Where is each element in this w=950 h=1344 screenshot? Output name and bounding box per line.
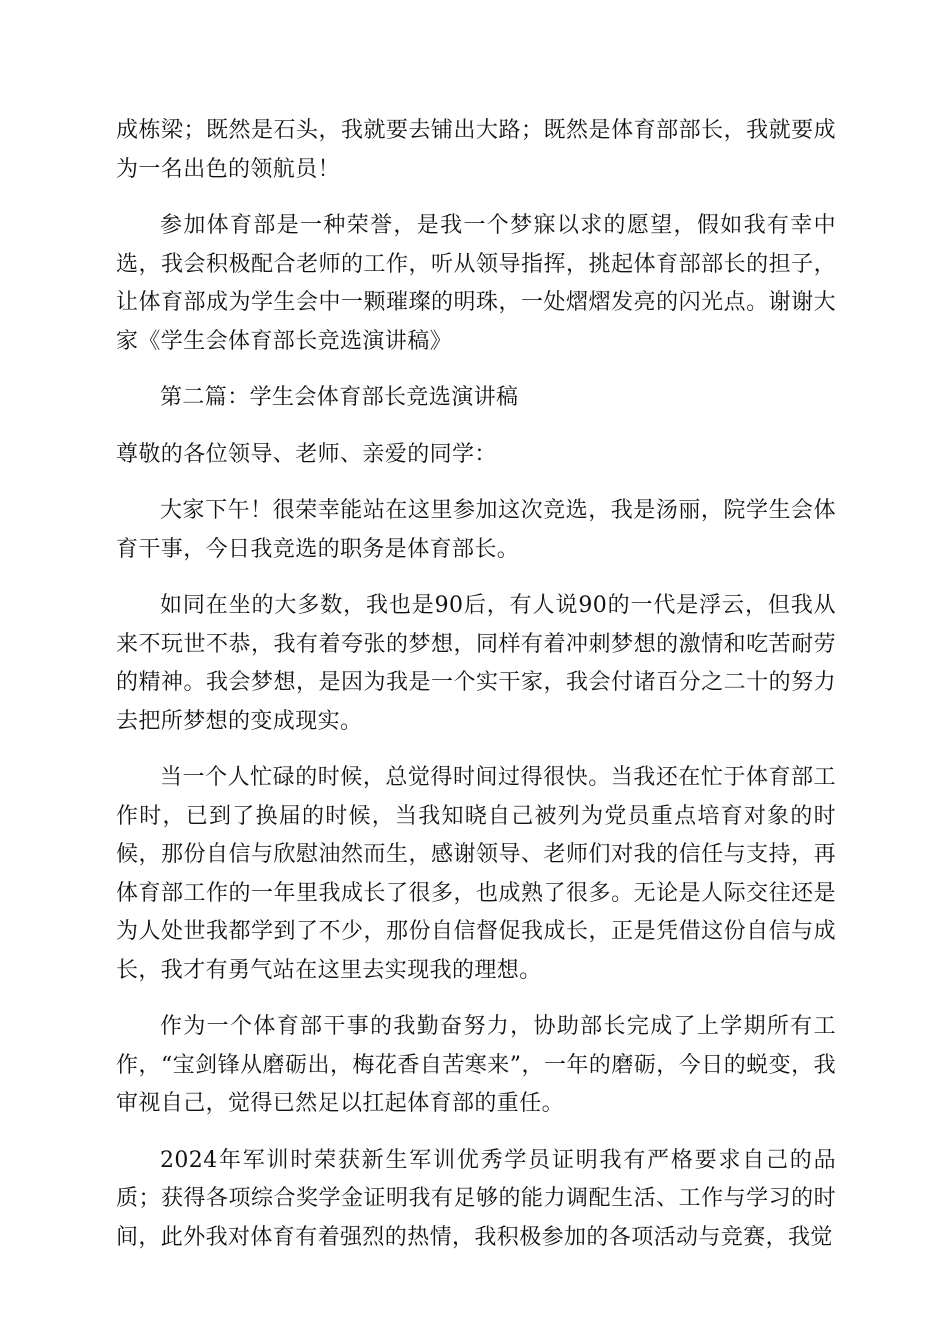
paragraph-1: 成栋梁；既然是石头，我就要去铺出大路；既然是体育部部长，我就要成为一名出色的领航员！ [116,118,836,182]
salutation: 尊敬的各位领导、老师、亲爱的同学： [116,441,497,467]
paragraph-9: 2024年军训时荣获新生军训优秀学员证明我有严格要求自己的品质；获得各项综合奖学金证明我有足够的能力调配生活、工作与学习的时间，此外我对体育有着强烈的热情，我积极参加的各项活动与竞赛，我觉 [116,1147,836,1250]
document-body [116,112,836,1275]
paragraph-7: 当一个人忙碌的时候，总觉得时间过得很快。当我还在忙于体育部工作时，已到了换届的时候，当我知晓自己被列为党员重点培育对象的时候，那份自信与欣慰油然而生，感谢领导、老师们对我的信任与支持，再体育部工作的一年里我成长了很多，也成熟了很多。无论是人际交往还是为人处世我都学到了不少，那份自信督促我成长，正是凭借这份自信与成长，我才有勇气站在这里去实现我的理想。 [116,765,836,983]
paragraph-2: 参加体育部是一种荣誉，是我一个梦寐以求的愿望，假如我有幸中选，我会积极配合老师的工作，听从领导指挥，挑起体育部部长的担子，让体育部成为学生会中一颗璀璨的明珠，一处熠熠发亮的闪光点。谢谢大家《学生会体育部长竞选演讲稿》 [116,213,836,354]
paragraph-5: 大家下午！很荣幸能站在这里参加这次竞选，我是汤丽，院学生会体育干事，今日我竞选的职务是体育部长。 [116,498,836,562]
paragraph-6: 如同在坐的大多数，我也是90后，有人说90的一代是浮云，但我从来不玩世不恭，我有着夸张的梦想，同样有着冲刺梦想的激情和吃苦耐劳的精神。我会梦想，是因为我是一个实干家，我会付诸百分之二十的努力去把所梦想的变成现实。 [116,593,836,734]
section-heading: 第二篇：学生会体育部长竞选演讲稿 [160,385,519,410]
paragraph-8: 作为一个体育部干事的我勤奋努力，协助部长完成了上学期所有工作，“宝剑锋从磨砺出，梅花香自苦寒来”，一年的磨砺，今日的蜕变，我审视自己，觉得已然足以扛起体育部的重任。 [116,1014,836,1116]
